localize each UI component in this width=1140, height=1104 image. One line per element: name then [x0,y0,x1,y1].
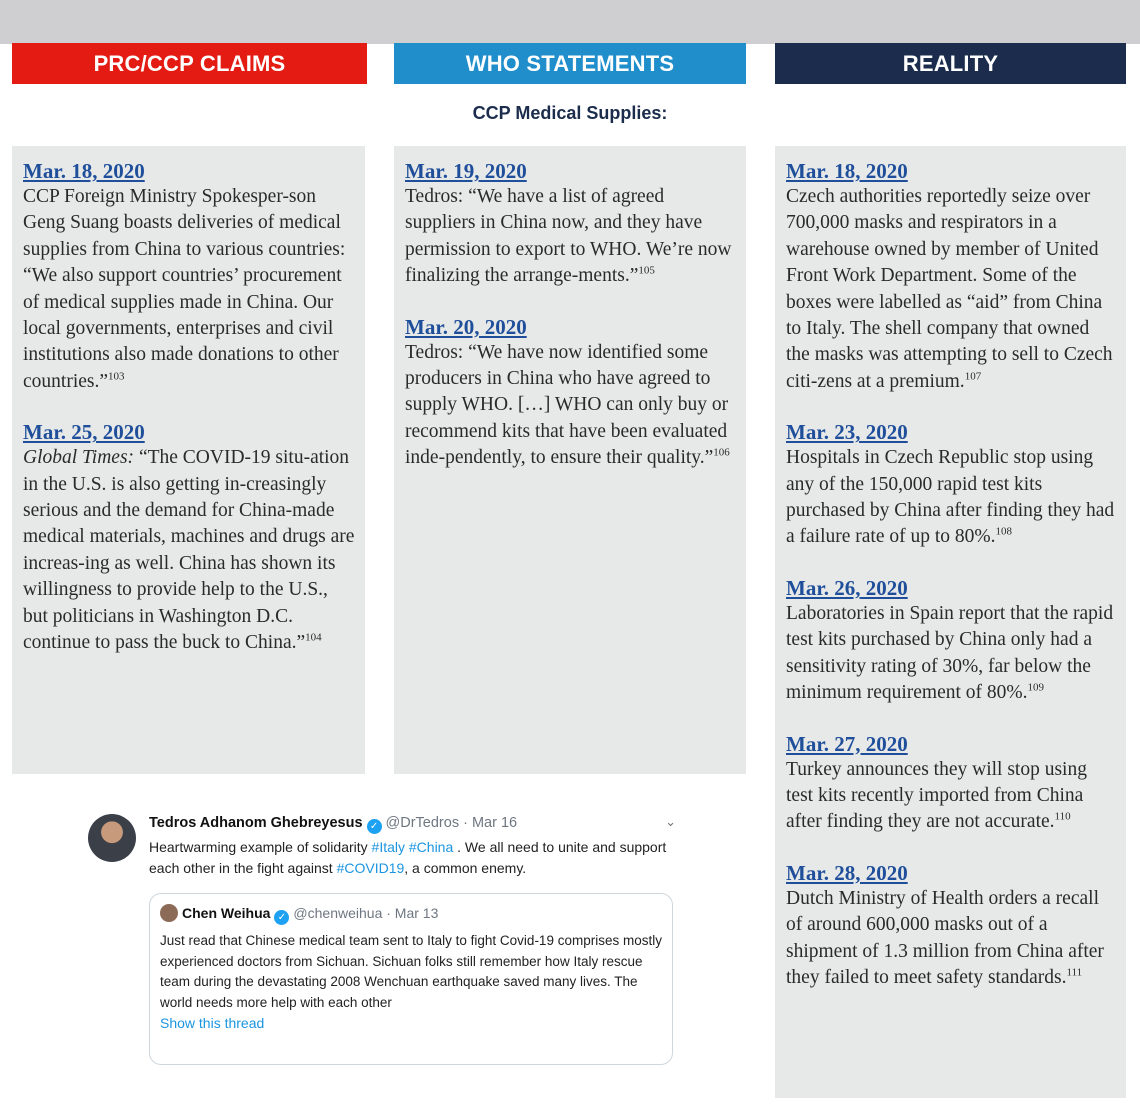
header-who-statements: WHO STATEMENTS [394,43,746,84]
entry-date: Mar. 18, 2020 [23,159,145,183]
entry-text: Global Times: “The COVID-19 situ-ation in the U.S. is also getting in-creasingly serious and the demand for China-made medical materials, machines and drugs are increas-ing as well. China has shown its willingness to provide help to the U.S., but politicians in Washington D.C. continue to pass the buck to China.”$^{104}$ [23,447,355,654]
footnote-ref: 103 [108,370,125,383]
prc-entry [23,158,355,395]
footnote-ref: 105 [638,264,655,277]
entry-date: Mar. 20, 2020 [405,314,527,339]
reality-entry [786,860,1116,992]
quoted-tweet-header [160,904,662,925]
verified-badge-icon: ✓ [367,819,382,834]
entry-date: Mar. 18, 2020 [786,159,908,183]
avatar [88,814,136,862]
footnote-ref: 110 [1054,810,1071,823]
tweet-author-name: Tedros Adhanom Ghebreyesus [149,815,363,831]
who-entry [405,314,736,472]
chevron-down-icon[interactable]: ⌄ [665,814,676,829]
entry-text: Tedros: “We have now identified some producers in China who have agreed to supply WHO. […] WHO can only buy or recommend kits that have been evaluated inde-pendently, to ensure their quality.”$^{106}$ [405,341,730,469]
source-name: Global Times: [23,447,135,469]
section-subtitle: CCP Medical Supplies: [472,103,668,123]
reality-entry [786,731,1116,836]
prc-claims-column [12,146,365,774]
entry-text: CCP Foreign Ministry Spokesper-son Geng Suang boasts deliveries of medical supplies from China to various countries: “We also support countries’ procurement of medical supplies made in China. Our local governments, enterprises and civil institutions also made donations to other countries.”$^{103}$ [23,186,346,392]
quoted-handle-date: @chenweihua · Mar 13 [293,905,439,921]
footnote-ref: 107 [964,370,982,383]
tweet-handle-date: @DrTedros · Mar 16 [385,815,518,831]
footnote-ref: 106 [713,446,730,459]
entry-date: Mar. 23, 2020 [786,420,908,445]
quoted-tweet[interactable] [149,893,673,1065]
entry-text: Turkey announces they will stop using test kits recently imported from China after finding they are not accurate.$^{110}$ [786,758,1087,833]
entry-text: Dutch Ministry of Health orders a recall of around 600,000 masks out of a shipment of 1.3 million from China after they failed to meet safety standards.$^{111}$ [786,887,1104,988]
show-thread-link[interactable]: Show this thread [160,1015,265,1031]
reality-entry [786,575,1116,707]
footnote-ref: 111 [1066,966,1083,979]
hashtag-link[interactable]: #COVID19 [336,860,405,876]
prc-entry [23,419,355,656]
verified-badge-icon: ✓ [274,910,289,925]
footnote-ref: 109 [1027,681,1045,694]
reality-entry [786,419,1116,551]
entry-date: Mar. 28, 2020 [786,860,908,885]
entry-text: Hospitals in Czech Republic stop using any of the 150,000 rapid test kits purchased by China after finding they had a failure rate of up to 80%.$^{108}$ [786,447,1115,548]
hashtag-link[interactable]: #Italy [371,839,405,855]
top-band [0,0,1140,44]
entry-date: Mar. 26, 2020 [786,575,908,600]
footnote-ref: 108 [995,525,1013,538]
hashtag-link[interactable]: #China [408,839,454,855]
who-entry [405,158,736,290]
embedded-tweet [88,808,688,1078]
entry-text: Laboratories in Spain report that the rapid test kits purchased by China only had a sensitivity rating of 30%, far below the minimum requirement of 80%.$^{109}$ [786,602,1114,704]
tweet-text: Heartwarming example of solidarity #Italy #China . We all need to unite and support each other in the fight against #COVID19, a common enemy. [149,839,667,876]
entry-date: Mar. 25, 2020 [23,420,145,445]
entry-text: Czech authorities reportedly seize over 700,000 masks and respirators in a warehouse owned by member of United Front Work Department. Some of the boxes were labelled as “aid” from China to Italy. The shell company that owned the masks was attempting to sell to Czech citi-zens at a premium.$^{107}$ [786,186,1113,392]
avatar [160,904,178,922]
quoted-author-name: Chen Weihua [182,905,271,921]
reality-column [775,146,1126,1098]
tweet-header [149,815,517,834]
entry-date: Mar. 19, 2020 [405,159,527,183]
header-prc-claims: PRC/CCP CLAIMS [12,43,367,84]
footnote-ref: 104 [305,631,322,644]
header-reality: REALITY [775,43,1126,84]
entry-text: Tedros: “We have a list of agreed suppliers in China now, and they have permission to export to WHO. We’re now finalizing the arrange-ments.”$^{105}$ [405,186,732,287]
reality-entry [786,158,1116,395]
who-statements-column [394,146,746,774]
entry-date: Mar. 27, 2020 [786,731,908,756]
quoted-tweet-text: Just read that Chinese medical team sent to Italy to fight Covid-19 comprises mostly experienced doctors from Sichuan. Sichuan folks still remember how Italy rescue team during the devastating 2008 Wenchuan earthquake saved many lives. The world needs more help with each other [160,933,662,1010]
